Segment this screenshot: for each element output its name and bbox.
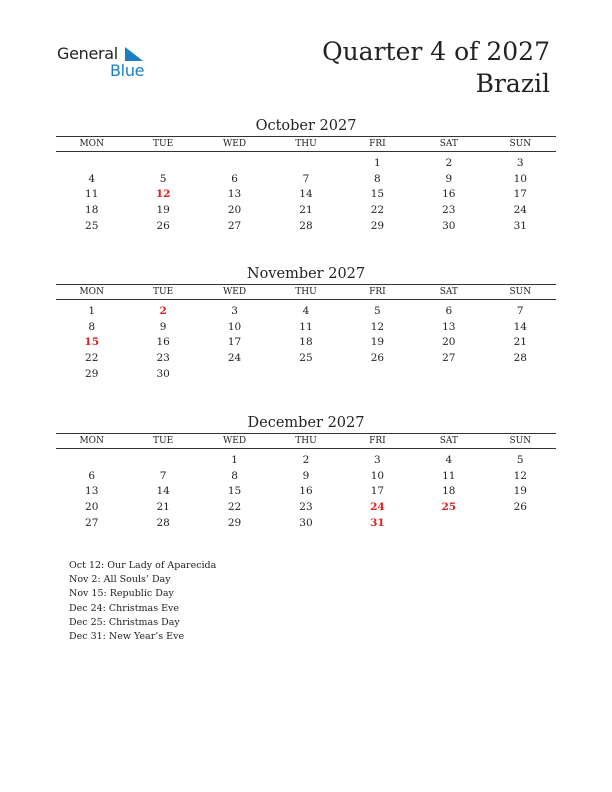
day-cell: 22	[370, 203, 385, 216]
empty-day-cell	[127, 152, 198, 171]
day-cell: 13	[227, 188, 242, 201]
day-cell: 4	[302, 304, 310, 317]
day-cell: 10	[370, 469, 385, 482]
weekday-header: THU	[270, 285, 341, 300]
day-cell: 28	[513, 351, 527, 364]
holiday-note: Oct 12: Our Lady of Aparecida	[69, 560, 217, 571]
day-cell: 11	[299, 320, 313, 333]
weekday-header: SUN	[485, 434, 556, 449]
page-title	[322, 36, 550, 100]
weekday-header: TUE	[127, 285, 198, 300]
week-row	[56, 300, 556, 319]
week-row	[56, 171, 556, 187]
day-cell: 27	[227, 219, 242, 232]
holiday-day-cell: 24	[370, 500, 385, 513]
quarter-title: Quarter 4 of 2027	[322, 37, 550, 66]
day-cell: 17	[370, 485, 385, 498]
day-cell: 28	[299, 219, 313, 232]
empty-day-cell	[56, 152, 127, 171]
day-cell: 9	[159, 320, 167, 333]
week-row	[56, 202, 556, 218]
day-cell: 6	[445, 304, 453, 317]
day-cell: 18	[442, 485, 456, 498]
empty-day-cell	[485, 366, 556, 382]
day-cell: 12	[370, 320, 385, 333]
day-cell: 30	[442, 219, 456, 232]
weekday-header: THU	[270, 137, 341, 152]
day-cell: 1	[88, 304, 96, 317]
logo-text-general: General	[57, 44, 118, 63]
day-cell: 18	[85, 203, 99, 216]
day-cell: 14	[156, 485, 170, 498]
holiday-day-cell: 31	[370, 516, 385, 529]
day-cell: 9	[302, 469, 310, 482]
week-row	[56, 449, 556, 468]
holiday-note: Dec 31: New Year’s Eve	[69, 631, 185, 643]
weekday-header: WED	[199, 285, 270, 300]
day-cell: 7	[302, 172, 310, 185]
day-cell: 6	[231, 172, 238, 185]
day-cell: 19	[370, 336, 385, 349]
calendar-grid	[56, 284, 556, 381]
empty-day-cell	[413, 515, 484, 531]
day-cell: 1	[374, 156, 381, 169]
day-cell: 21	[156, 500, 170, 513]
day-cell: 23	[156, 351, 170, 364]
holiday-day-cell: 25	[441, 500, 457, 513]
week-row	[56, 218, 556, 234]
weekday-header: THU	[270, 434, 341, 449]
empty-day-cell	[485, 515, 556, 531]
holiday-day-cell: 15	[84, 336, 100, 349]
weekday-header: FRI	[342, 137, 413, 152]
day-cell: 25	[299, 351, 313, 364]
week-row	[56, 468, 556, 484]
day-cell: 30	[299, 516, 313, 529]
week-row	[56, 186, 556, 202]
month-november	[56, 264, 556, 381]
day-cell: 29	[85, 367, 99, 380]
weekday-header: FRI	[342, 434, 413, 449]
holiday-notes	[69, 559, 216, 644]
day-cell: 16	[299, 485, 313, 498]
day-cell: 25	[85, 219, 99, 232]
day-cell: 14	[513, 320, 527, 333]
week-row	[56, 499, 556, 515]
weekday-header: TUE	[127, 434, 198, 449]
day-cell: 17	[513, 188, 527, 201]
day-cell: 29	[370, 219, 385, 232]
holiday-note: Dec 24: Christmas Eve	[69, 602, 180, 614]
country-title: Brazil	[475, 69, 550, 98]
empty-day-cell	[127, 449, 198, 468]
weekday-header: SAT	[413, 434, 484, 449]
day-cell: 2	[302, 453, 310, 466]
week-row	[56, 515, 556, 531]
logo-text-blue: Blue	[110, 61, 145, 80]
day-cell: 10	[513, 172, 527, 185]
empty-day-cell	[270, 152, 341, 171]
day-cell: 21	[299, 203, 313, 216]
empty-day-cell	[413, 366, 484, 382]
day-cell: 7	[159, 469, 167, 482]
day-cell: 29	[227, 516, 242, 529]
day-cell: 5	[374, 304, 381, 317]
day-cell: 3	[374, 453, 381, 466]
day-cell: 13	[85, 485, 99, 498]
week-row	[56, 483, 556, 499]
week-row	[56, 366, 556, 382]
day-cell: 13	[442, 320, 456, 333]
day-cell: 22	[85, 351, 99, 364]
day-cell: 30	[156, 367, 170, 380]
day-cell: 24	[513, 203, 527, 216]
weekday-header: SUN	[485, 285, 556, 300]
day-cell: 16	[442, 188, 456, 201]
day-cell: 11	[85, 188, 99, 201]
weekday-header: MON	[56, 285, 127, 300]
day-cell: 8	[231, 469, 238, 482]
day-cell: 8	[374, 172, 381, 185]
day-cell: 19	[513, 485, 527, 498]
day-cell: 20	[442, 336, 456, 349]
day-cell: 20	[227, 203, 242, 216]
weekday-header: MON	[56, 434, 127, 449]
empty-day-cell	[199, 366, 270, 382]
day-cell: 4	[445, 453, 453, 466]
day-cell: 22	[227, 500, 242, 513]
day-cell: 18	[299, 336, 313, 349]
day-cell: 24	[227, 351, 242, 364]
day-cell: 12	[513, 469, 527, 482]
week-row	[56, 334, 556, 350]
day-cell: 27	[442, 351, 456, 364]
day-cell: 6	[88, 469, 96, 482]
day-cell: 26	[370, 351, 385, 364]
day-cell: 9	[445, 172, 453, 185]
day-cell: 5	[159, 172, 167, 185]
calendar-grid	[56, 136, 556, 233]
holiday-note: Dec 25: Christmas Day	[69, 616, 180, 628]
day-cell: 3	[516, 156, 524, 169]
month-name: December 2027	[247, 415, 365, 431]
month-name: October 2027	[255, 118, 357, 134]
month-name: November 2027	[246, 266, 366, 282]
day-cell: 3	[231, 304, 238, 317]
month-october	[56, 116, 556, 233]
day-cell: 19	[156, 203, 170, 216]
weekday-header: FRI	[342, 285, 413, 300]
empty-day-cell	[270, 366, 341, 382]
weekday-header: TUE	[127, 137, 198, 152]
week-row	[56, 319, 556, 335]
day-cell: 15	[227, 485, 242, 498]
day-cell: 5	[516, 453, 524, 466]
month-december	[56, 413, 556, 530]
day-cell: 4	[88, 172, 96, 185]
holiday-note: Nov 2: All Souls’ Day	[69, 574, 171, 586]
day-cell: 16	[156, 336, 170, 349]
weekday-header: SAT	[413, 137, 484, 152]
day-cell: 31	[513, 219, 527, 232]
day-cell: 17	[227, 336, 242, 349]
holiday-note: Nov 15: Republic Day	[69, 588, 174, 600]
day-cell: 20	[85, 500, 99, 513]
calendar-grid	[56, 433, 556, 530]
day-cell: 7	[516, 304, 524, 317]
day-cell: 15	[370, 188, 385, 201]
day-cell: 26	[156, 219, 170, 232]
weekday-header: SAT	[413, 285, 484, 300]
day-cell: 14	[299, 188, 313, 201]
day-cell: 28	[156, 516, 170, 529]
day-cell: 26	[513, 500, 527, 513]
holiday-day-cell: 2	[159, 304, 167, 317]
logo-triangle-icon	[123, 46, 145, 62]
day-cell: 10	[227, 320, 242, 333]
day-cell: 8	[88, 320, 96, 333]
day-cell: 11	[442, 469, 456, 482]
weekday-header: WED	[199, 137, 270, 152]
day-cell: 23	[299, 500, 313, 513]
week-row	[56, 350, 556, 366]
empty-day-cell	[342, 366, 413, 382]
day-cell: 21	[513, 336, 527, 349]
weekday-header: MON	[56, 137, 127, 152]
day-cell: 2	[445, 156, 453, 169]
day-cell: 23	[442, 203, 456, 216]
weekday-header: SUN	[485, 137, 556, 152]
empty-day-cell	[199, 152, 270, 171]
holiday-day-cell: 12	[155, 188, 171, 201]
day-cell: 1	[231, 453, 238, 466]
week-row	[56, 152, 556, 171]
logo	[57, 42, 157, 82]
day-cell: 27	[85, 516, 99, 529]
weekday-header: WED	[199, 434, 270, 449]
empty-day-cell	[56, 449, 127, 468]
